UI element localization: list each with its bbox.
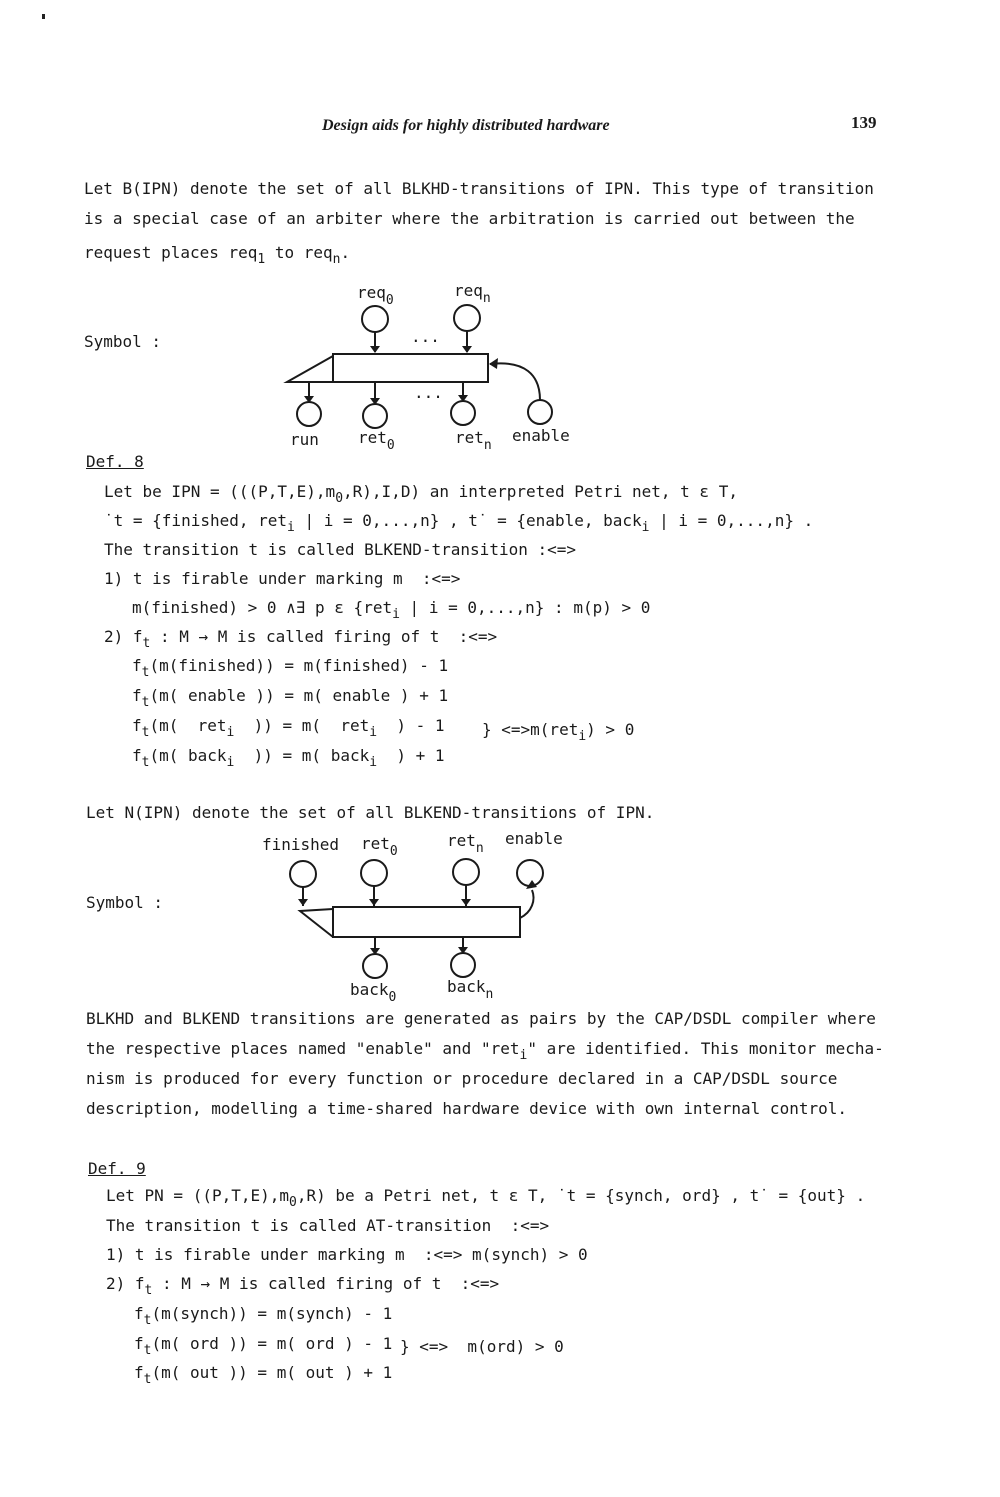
def8-firing-1: $f_t(m(finished))$ = m(finished) - 1: [132, 656, 449, 680]
place-enable: [517, 860, 543, 886]
label-ret0: ret$_0$: [358, 428, 395, 453]
label-reqn: req$_n$: [454, 281, 491, 306]
label-backn: back$_n$: [447, 977, 494, 1002]
figure2-symbol-label: Symbol :: [86, 893, 164, 912]
nipn-line: Let N(IPN) denote the set of all BLKEND-transitions of IPN.: [86, 803, 655, 822]
place-retn: [453, 859, 479, 885]
para-line-4: description, modelling a time-shared hardware device with own internal control.: [86, 1099, 847, 1118]
para-line-3: nism is produced for every function or procedure declared in a CAP/DSDL source: [86, 1069, 838, 1088]
def9-line-4: 2) $f_t$ : M → M is called firing of t :<=>: [106, 1274, 500, 1298]
def8-line-4: 1) t is firable under marking m :<=>: [104, 569, 461, 588]
label-retn: ret$_n$: [455, 428, 492, 453]
def9-line-2: The transition t is called AT-transition :<=>: [106, 1216, 550, 1235]
label-finished: finished: [262, 835, 340, 854]
running-title: Design aids for highly distributed hardware: [322, 117, 610, 134]
transition-wedge: [300, 909, 333, 937]
label-enable: enable: [512, 426, 570, 445]
transition-bar: [333, 907, 520, 937]
place-back0: [363, 954, 387, 978]
para-line-2: the respective places named "enable" and "ret$_i$" are identified. This monitor mecha-: [86, 1039, 884, 1063]
place-finished: [290, 861, 316, 887]
def8-line-6: 2) $f_t$ : M → M is called firing of t :<=>: [104, 627, 498, 651]
ellipsis-top: ...: [411, 327, 440, 346]
def9-firing-3: $f_t(m$( out )) = m( out ) + 1: [134, 1363, 393, 1387]
def9-firing-2: $f_t(m$( ord )) = m( ord ) - 1: [134, 1334, 393, 1358]
para-line-1: BLKHD and BLKEND transitions are generated as pairs by the CAP/DSDL compiler where: [86, 1009, 876, 1028]
def8-line-5: m(finished) > 0 ∧∃ p ε {ret$_i$ | i = 0,...,n} : m(p) > 0: [132, 598, 651, 622]
intro-line-2: is a special case of an arbiter where the arbitration is carried out between the: [84, 209, 855, 228]
def9-line-3: 1) t is firable under marking m :<=> m(synch) > 0: [106, 1245, 588, 1264]
def8-firing-2: $f_t(m$( enable )) = m( enable ) + 1: [132, 686, 449, 710]
page-number: 139: [851, 113, 877, 132]
label-run: run: [290, 430, 319, 449]
def9-line-1: Let PN = $((P,T,E),m_0,R)$ be a Petri net, t ε T, ˙t = {synch, ord} , t˙ = {out} .: [106, 1186, 866, 1210]
label-retn: ret$_n$: [447, 831, 484, 856]
def8-firing-3: $f_t(m$( ret$_i$ )) = m( ret$_i$ ) - 1: [132, 716, 445, 740]
label-back0: back$_0$: [350, 980, 397, 1005]
ellipsis-bottom: ...: [414, 383, 443, 402]
def8-line-2: ˙t = {finished, ret$_i$ | i = 0,...,n} , t˙ = {enable, back$_i$ | i = 0,...,n} .: [104, 511, 814, 535]
place-ret0: [361, 860, 387, 886]
def8-line-1: Let be IPN = $(((P,T,E),m_0,R),I,D)$ an interpreted Petri net, t ε T,: [104, 482, 738, 506]
label-enable: enable: [505, 829, 563, 848]
intro-line-3: request places req$_1$ to req$_n$.: [84, 243, 351, 267]
def8-firing-condition: } <=>m(ret$_i$) > 0: [482, 720, 635, 744]
label-req0: req$_0$: [357, 283, 394, 308]
intro-line-1: Let B(IPN) denote the set of all BLKHD-transitions of IPN. This type of transition: [84, 179, 874, 198]
def9-firing-condition: } <=> m(ord) > 0: [400, 1337, 564, 1356]
def9-firing-1: $f_t(m(synch))$ = m(synch) - 1: [134, 1304, 393, 1328]
enable-arc: [520, 890, 534, 918]
label-ret0: ret$_0$: [361, 834, 398, 859]
def8-firing-4: $f_t(m$( back$_i$ )) = m( back$_i$ ) + 1: [132, 746, 445, 770]
figure1-symbol-label: Symbol :: [84, 332, 162, 351]
def9-title: Def. 9: [88, 1159, 146, 1178]
place-backn: [451, 953, 475, 977]
def8-line-3: The transition t is called BLKEND-transition :<=>: [104, 540, 577, 559]
def8-title: Def. 8: [86, 452, 144, 471]
